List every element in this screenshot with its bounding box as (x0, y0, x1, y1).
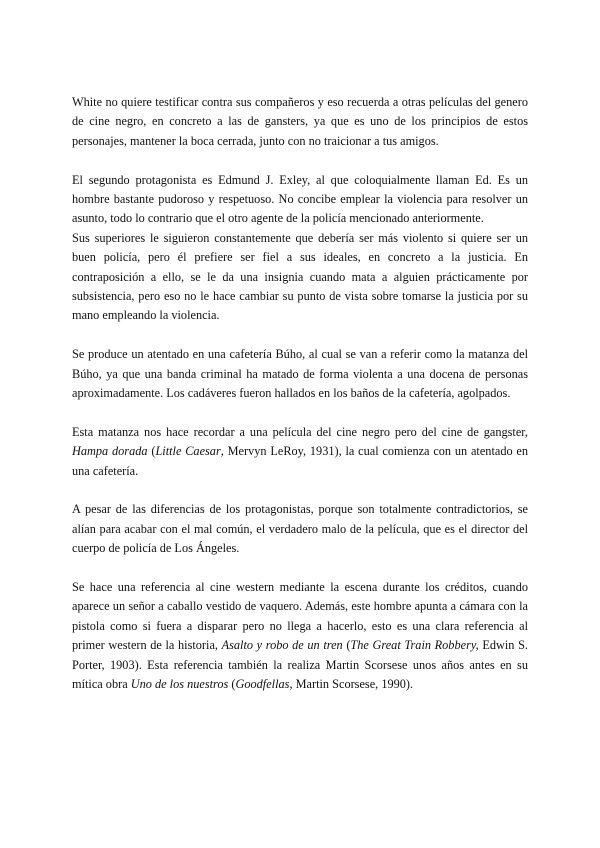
paragraph-western-reference (72, 578, 528, 694)
film-title-spanish: Hampa dorada (72, 444, 148, 459)
paragraph-exley-intro: El segundo protagonista es Edmund J. Exley, al que coloquialmente llaman Ed. Es un hombre bastante pudoroso y respetuoso. No concibe emplear la violencia para resolver un asunto, todo lo contrario que el otro agente de la policía mencionado anteriormente. (72, 172, 528, 226)
text-run: Se hace una referencia al cine western mediante la escena durante los créditos, cuando aparece un señor a caballo vestido de vaquero. Además, este hombre apunta a cámara con la pistola como si fuera a disparar pero no llega a hacerlo, esto es una clara referencia al primer western de la historia, (72, 580, 528, 653)
text-run: ( (147, 444, 156, 459)
paragraph-protagonists-alliance: A pesar de las diferencias de los protagonistas, porque son totalmente contradictorios, se alían para acabar con el mal común, el verdadero malo de la película, que es el director del cuerpo de policía de Los Ángeles. (72, 502, 528, 556)
paragraph-buho-attack: Se produce un atentado en una cafetería Búho, al cual se van a referir como la matanza del Búho, ya que una banda criminal ha matado de forma violenta a una docena de personas aproximadamente. Los cadáveres fueron hallados en los baños de la cafetería, agolpados. (72, 347, 528, 401)
film-title-spanish: Uno de los nuestros (130, 677, 229, 692)
paragraph-exley-superiors: Sus superiores le siguieron constantemente que debería ser más violento si quiere ser un buen policía, pero él prefiere ser fiel a sus ideales, en concreto a la justicia. En contraposición a ello, se le da una insignia cuando mata a alguien prácticamente por subsistencia, pero eso no le hace cambiar su punto de vista sobre tomarse la justicia por su mano empleando la violencia. (72, 230, 528, 323)
document-body (72, 93, 528, 714)
film-title-original: The Great Train Robbery, (350, 638, 479, 653)
film-title-original: Little Caesar (155, 444, 221, 459)
text-run: Edwin S. Porter, 1903). Esta referencia también la realiza Martin Scorsese unos años antes en su mítica obra (72, 638, 528, 692)
film-title-spanish: Asalto y robo de un tren (221, 638, 343, 653)
paragraph-white-testimony: White no quiere testificar contra sus compañeros y eso recuerda a otras películas del genero de cine negro, en concreto a las de gansters, ya que es uno de los principios de estos personajes, mantener la boca cerrada, junto con no traicionar a tus amigos. (72, 95, 528, 148)
text-run: ( (228, 677, 236, 692)
paragraph-gangster-reference (72, 423, 528, 481)
text-run: , Mervyn LeRoy, 1931), la cual comienza con un atentado en una cafetería. (72, 444, 529, 478)
text-run: ( (342, 638, 351, 653)
text-run: Esta matanza nos hace recordar a una película del cine negro pero del cine de gangster, (72, 424, 528, 439)
film-title-original: Goodfellas (235, 677, 290, 692)
text-run: , Martin Scorsese, 1990). (289, 677, 414, 692)
